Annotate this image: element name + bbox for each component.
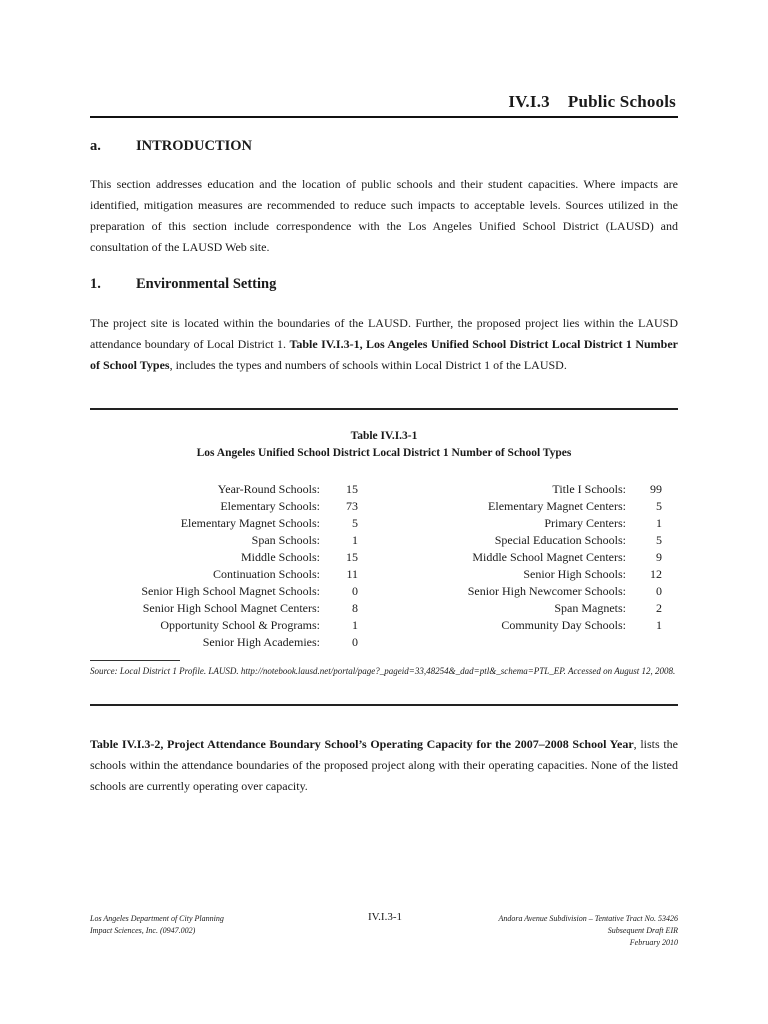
school-type-label: Senior High School Magnet Centers: (142, 601, 320, 615)
table-bottom-rule (90, 704, 678, 706)
school-type-label: Senior High Schools: (523, 567, 626, 581)
school-count: 1 (352, 533, 358, 547)
table-row (90, 549, 358, 566)
school-type-label: Elementary Schools: (220, 499, 320, 513)
school-type-label: Elementary Magnet Centers: (488, 499, 626, 513)
school-count: 2 (656, 601, 662, 615)
intro-heading-number: a. (90, 138, 101, 154)
table-row (386, 532, 662, 549)
footer-right (498, 913, 678, 949)
table-row (90, 600, 358, 617)
table-row (90, 583, 358, 600)
school-type-label: Special Education Schools: (494, 533, 626, 547)
setting-heading-number: 1. (90, 276, 101, 292)
table-row (386, 515, 662, 532)
table-right-column (386, 481, 662, 634)
table-row (386, 617, 662, 634)
school-count: 99 (650, 482, 662, 496)
setting-heading (90, 276, 276, 293)
header-text (508, 92, 676, 112)
school-count: 73 (346, 499, 358, 513)
setting-table-reference: Table IV.I.3-1, Los Angeles Unified School District Local District 1 Number of School Types (90, 337, 678, 372)
source-rule (90, 660, 180, 661)
table-row (386, 600, 662, 617)
school-type-label: Span Schools: (251, 533, 320, 547)
school-type-label: Opportunity School & Programs: (160, 618, 320, 632)
school-type-label: Middle Schools: (240, 550, 320, 564)
school-type-label: Year-Round Schools: (217, 482, 320, 496)
setting-text-before: The project site is located within the boundaries of the LAUSD. Further, the proposed project lies within the LAUSD attendance boundary of Local District 1. (90, 316, 678, 351)
footer-project: Andora Avenue Subdivision – Tentative Tract No. 53426 (498, 914, 678, 923)
intro-paragraph: This section addresses education and the location of public schools and their student capacities. Where impacts are identified, mitigation measures are recommended to reduce such impacts to acceptable levels. Sources utilized in the preparation of this section include correspondence with the Los Angeles Unified School District (LAUSD) and consultation of the LAUSD Web site. (90, 177, 678, 254)
table-row (90, 532, 358, 549)
school-type-label: Community Day Schools: (501, 618, 626, 632)
setting-text-after: , includes the types and numbers of schools within Local District 1 of the LAUSD. (169, 358, 567, 372)
school-count: 15 (346, 482, 358, 496)
closing-table-reference: Table IV.I.3-2, Project Attendance Boundary School’s Operating Capacity for the 2007–2008 School Year (90, 737, 634, 751)
footer-date: February 2010 (629, 938, 678, 947)
school-count: 11 (346, 567, 358, 581)
school-type-label: Continuation Schools: (212, 567, 320, 581)
page-header (90, 90, 678, 118)
table-left-column (90, 481, 358, 651)
intro-heading-text: INTRODUCTION (136, 138, 253, 154)
intro-heading (90, 138, 252, 155)
school-type-label: Middle School Magnet Centers: (472, 550, 626, 564)
table-row (386, 549, 662, 566)
school-count: 8 (352, 601, 358, 615)
school-count: 15 (346, 550, 358, 564)
school-count: 0 (352, 635, 358, 649)
table-label: Table IV.I.3-1 (350, 430, 418, 442)
school-count: 1 (656, 618, 662, 632)
school-type-label: Senior High Academies: (202, 635, 320, 649)
table-top-rule (90, 408, 678, 410)
table-row (386, 583, 662, 600)
table-row (90, 617, 358, 634)
school-count: 12 (650, 567, 662, 581)
table-row (386, 481, 662, 498)
school-count: 5 (656, 499, 662, 513)
closing-paragraph (90, 734, 678, 797)
school-count: 1 (352, 618, 358, 632)
footer-consultant: Impact Sciences, Inc. (0947.002) (90, 926, 196, 935)
table-source: Source: Local District 1 Profile. LAUSD. http://notebook.lausd.net/portal/page?_pageid=33,48254&_dad=ptl&_schema=PTL_EP. Accessed on August 12, 2008. (90, 666, 676, 676)
school-count: 5 (656, 533, 662, 547)
section-number: IV.I.3 (508, 92, 550, 111)
table-title: Los Angeles Unified School District Local District 1 Number of School Types (196, 447, 572, 459)
school-count: 9 (656, 550, 662, 564)
setting-paragraph (90, 313, 678, 376)
school-count: 0 (656, 584, 662, 598)
footer-left (90, 913, 224, 937)
school-count: 5 (352, 516, 358, 530)
footer-page-number: IV.I.3-1 (367, 911, 402, 923)
table-row (90, 515, 358, 532)
school-type-label: Title I Schools: (552, 482, 626, 496)
footer-department: Los Angeles Department of City Planning (90, 914, 224, 923)
school-type-label: Primary Centers: (544, 516, 626, 530)
table-row (90, 481, 358, 498)
school-type-label: Span Magnets: (554, 601, 626, 615)
school-type-label: Senior High School Magnet Schools: (141, 584, 320, 598)
school-type-label: Elementary Magnet Schools: (180, 516, 320, 530)
footer-document: Subsequent Draft EIR (607, 926, 678, 935)
setting-heading-text: Environmental Setting (136, 276, 277, 292)
school-type-label: Senior High Newcomer Schools: (467, 584, 626, 598)
table-row (90, 498, 358, 515)
school-count: 0 (352, 584, 358, 598)
table-row (386, 566, 662, 583)
closing-text-after: , lists the schools within the attendance boundaries of the proposed project along with their operating capacities. None of the listed schools are currently operating over capacity. (90, 737, 678, 793)
table-row (386, 498, 662, 515)
table-row (90, 634, 358, 651)
school-count: 1 (656, 516, 662, 530)
table-row (90, 566, 358, 583)
section-title: Public Schools (567, 92, 676, 111)
